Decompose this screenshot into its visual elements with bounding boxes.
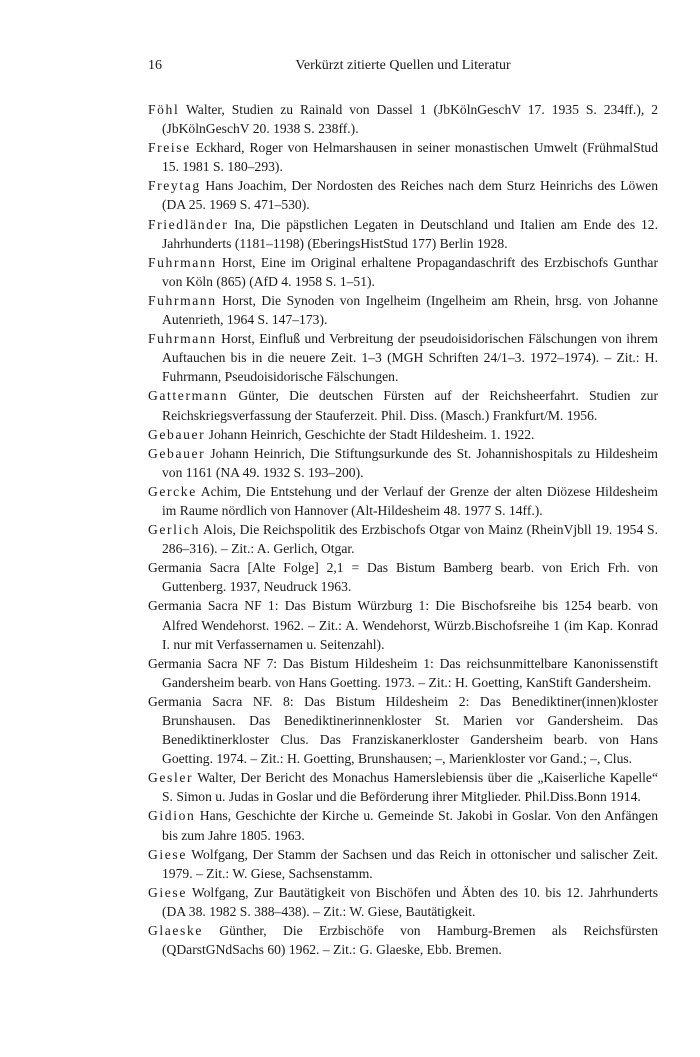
author-name: Gesler (148, 770, 194, 786)
entry-text: Walter, Der Bericht des Monachus Hamerslebiensis über die „Kaiserliche Kapelle“ S. Simon u. Judas in Goslar und die Beförderung ihrer Mitglieder. Phil.Diss.Bonn 1914. (162, 770, 658, 805)
page-header (148, 58, 658, 78)
entry-text: Horst, Die Synoden von Ingelheim (Ingelheim am Rhein, hrsg. von Johanne Autenrieth, 1964 S. 147–173). (162, 292, 658, 328)
bibliography-entry (148, 806, 658, 844)
entry-text: Alois, Die Reichspolitik des Erzbischofs Otgar von Mainz (RheinVjbll 19. 1954 S. 286–316). – Zit.: A. Gerlich, Otgar. (162, 522, 658, 557)
entry-text: Günter, Die deutschen Fürsten auf der Reichsheerfahrt. Studien zur Reichskriegsverfassung der Stauferzeit. Phil. Diss. (Masch.) Frankfurt/M. 1956. (162, 388, 658, 423)
bibliography-entry (148, 692, 658, 768)
entry-text: Eckhard, Roger von Helmarshausen in seiner monastischen Umwelt (FrühmalStud 15. 1981 S. 180–293). (162, 140, 658, 175)
author-name: Gebauer (148, 445, 206, 461)
entry-text: Hans, Geschichte der Kirche u. Gemeinde St. Jakobi in Goslar. Von den Anfängen bis zum Jahre 1805. 1963. (162, 808, 658, 843)
entry-text: Wolfgang, Der Stamm der Sachsen und das Reich in ottonischer und salischer Zeit. 1979. – Zit.: W. Giese, Sachsenstamm. (162, 846, 658, 881)
bibliography-entry (148, 654, 658, 692)
author-name: Gerlich (148, 522, 200, 538)
author-name: Giese (148, 884, 187, 900)
bibliography-entry (148, 386, 658, 424)
author-name: Freise (148, 140, 191, 156)
author-name: Fuhrmann (148, 331, 217, 347)
bibliography-entry (148, 520, 658, 558)
author-name: Fuhrmann (148, 292, 217, 308)
entry-text: Germania Sacra NF 7: Das Bistum Hildesheim 1: Das reichsunmittelbare Kanonissenstift Gandersheim bearb. von Hans Goetting. 1973. – Zit.: H. Goetting, KanStift Gandersheim. (148, 655, 658, 690)
bibliography-entry (148, 558, 658, 596)
bibliography-entry (148, 291, 658, 329)
bibliography-entry (148, 138, 658, 176)
author-name: Freytag (148, 178, 201, 194)
author-name: Föhl (148, 102, 180, 117)
entry-text: Walter, Studien zu Rainald von Dassel 1 (JbKölnGeschV 17. 1935 S. 234ff.), 2 (JbKölnGeschV 20. 1938 S. 238ff.). (162, 102, 658, 137)
bibliography-entry (148, 329, 658, 386)
bibliography-list (148, 100, 658, 959)
entry-text: Germania Sacra NF 1: Das Bistum Würzburg 1: Die Bischofsreihe bis 1254 bearb. von Alfred Wendehorst. 1962. – Zit.: A. Wendehorst, Würzb.Bischofsreihe 1 (im Kap. Konrad I. nur mit Verfassernamen u. Seitenzahl). (148, 598, 658, 652)
bibliography-entry (148, 253, 658, 291)
author-name: Gidion (148, 808, 196, 824)
entry-text: Hans Joachim, Der Nordosten des Reiches nach dem Sturz Heinrichs des Löwen (DA 25. 1969 S. 471–530). (162, 178, 658, 213)
author-name: Friedländer (148, 216, 229, 232)
entry-text: Horst, Eine im Original erhaltene Propagandaschrift des Erzbischofs Gunthar von Köln (865) (AfD 4. 1958 S. 1–51). (162, 254, 658, 289)
entry-text: Johann Heinrich, Die Stiftungsurkunde des St. Johannishospitals zu Hildesheim von 1161 (NA 49. 1932 S. 193–200). (162, 445, 658, 480)
author-name: Gebauer (148, 426, 206, 442)
author-name: Glaeske (148, 923, 203, 939)
bibliography-entry (148, 768, 658, 806)
entry-text: Johann Heinrich, Geschichte der Stadt Hildesheim. 1. 1922. (205, 426, 535, 442)
running-title: Verkürzt zitierte Quellen und Literatur (295, 58, 511, 73)
author-name: Gattermann (148, 388, 229, 404)
author-name: Fuhrmann (148, 254, 217, 270)
entry-text: Germania Sacra NF. 8: Das Bistum Hildesheim 2: Das Benediktiner(innen)kloster Brunshausen. Das Benediktinerinnenkloster St. Marien vor Gandersheim. Das Benediktinerkloster Clus. Das Franziskanerkloster Gandersheim bearb. von Hans Goetting. 1974. – Zit.: H. Goetting, Brunshausen; –, Marienkloster vor Gand.; –, Clus. (148, 693, 658, 767)
bibliography-entry (148, 883, 658, 921)
bibliography-entry (148, 215, 658, 253)
bibliography-entry (148, 176, 658, 214)
bibliography-entry (148, 845, 658, 883)
entry-text: Achim, Die Entstehung und der Verlauf der Grenze der alten Diözese Hildesheim im Raume nördlich von Hannover (Alt-Hildesheim 48. 1977 S. 14ff.). (162, 483, 658, 518)
bibliography-entry (148, 100, 658, 138)
author-name: Giese (148, 846, 187, 862)
bibliography-entry (148, 482, 658, 520)
bibliography-entry (148, 425, 658, 444)
entry-text: Ina, Die päpstlichen Legaten in Deutschland und Italien am Ende des 12. Jahrhunderts (1181–1198) (EberingsHistStud 177) Berlin 1928. (162, 216, 658, 251)
bibliography-entry (148, 596, 658, 653)
bibliography-entry (148, 921, 658, 959)
bibliography-entry (148, 444, 658, 482)
entry-text: Günther, Die Erzbischöfe von Hamburg-Bremen als Reichsfürsten (QDarstGNdSachs 60) 1962. – Zit.: G. Glaeske, Ebb. Bremen. (162, 923, 658, 958)
entry-text: Wolfgang, Zur Bautätigkeit von Bischöfen und Äbten des 10. bis 12. Jahrhunderts (DA 38. 1982 S. 388–438). – Zit.: W. Giese, Bautätigkeit. (162, 884, 658, 919)
entry-text: Horst, Einfluß und Verbreitung der pseudoisidorischen Fälschungen von ihrem Auftauchen bis in die neuere Zeit. 1–3 (MGH Schriften 24/1–3. 1972–1974). – Zit.: H. Fuhrmann, Pseudoisidorische Fälschungen. (162, 331, 658, 385)
page-number: 16 (148, 58, 162, 73)
author-name: Gercke (148, 483, 197, 499)
entry-text: Germania Sacra [Alte Folge] 2,1 = Das Bistum Bamberg bearb. von Erich Frh. von Guttenberg. 1937, Neudruck 1963. (148, 560, 658, 595)
